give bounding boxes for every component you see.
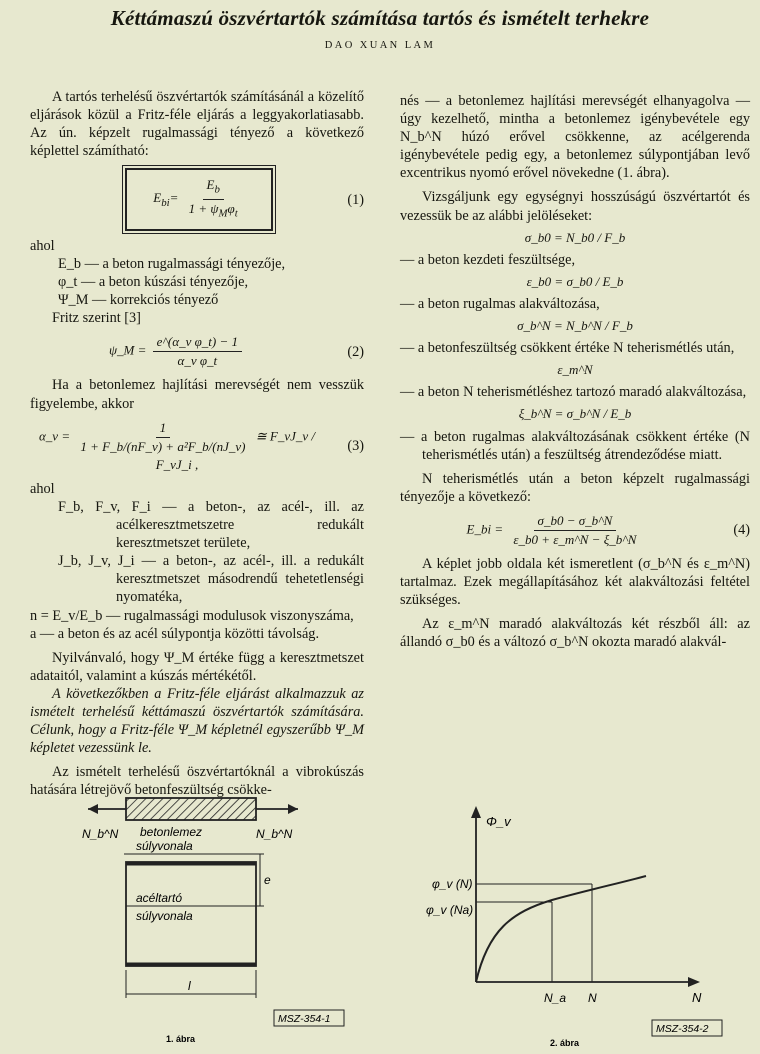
- eq1-denominator: 1 + ψ: [188, 201, 219, 217]
- y-label-phi-n: φ_v (N): [432, 877, 473, 891]
- eq3-fraction: [76, 419, 249, 456]
- desc-eps-mn: — a beton N teherismétléshez tartozó maradó alakváltozása,: [400, 384, 747, 401]
- ahol-2: ahol: [30, 480, 55, 497]
- definition-a: a — a beton és az acél súlypontja közötti távolság.: [30, 625, 320, 642]
- concrete-slab: [126, 798, 256, 820]
- eq2-lhs: ψ_M =: [108, 342, 147, 358]
- left-paragraph-5: Az ismételt terhelésű öszvértartóknál a vibrokúszás hatására létrejövő betonfeszültség csökke-: [30, 764, 364, 799]
- equation-1-number: (1): [347, 191, 364, 208]
- eq4-denominator: ε_b0 + ε_m^N − ξ_b^N: [513, 531, 637, 547]
- right-paragraph-2: Vizsgáljunk egy egységnyi hosszúságú öszvértartót és vezessük be az alábbi jelöléseket:: [400, 189, 750, 224]
- x-label-n: N: [588, 991, 597, 1005]
- x-axis-title: N: [692, 990, 702, 1005]
- right-paragraph-3: N teherismétlés után a beton képzelt rugalmassági tényezője a következő:: [400, 470, 750, 505]
- equation-xi-bn: ξ_b^N = σ_b^N / E_b: [518, 406, 632, 422]
- left-column: [30, 88, 364, 799]
- eq2-numerator: e^(α_v φ_t) − 1: [153, 333, 242, 352]
- figure-2-code: MSZ-354-2: [656, 1023, 709, 1035]
- eq1-numerator-sub: b: [214, 183, 220, 196]
- eq1-den-phi: φ: [227, 201, 235, 217]
- definition-n: n = E_v/E_b — rugalmassági modulusok viszonyszáma,: [30, 607, 354, 624]
- left-paragraph-1: A tartós terhelésű öszvértartók számításánál a közelítő eljárások közül a Fritz-féle eljárás a leggyakorlatiasabb. Az ún. képzelt rugalmassági tényező a következő képlettel számítható:: [30, 89, 364, 160]
- desc-sigma-b0: — a beton kezdeti feszültsége,: [400, 251, 576, 268]
- creep-curve: [476, 876, 646, 982]
- definition-inertia: J_b, J_v, J_i — a beton-, az acél-, ill. a redukált keresztmetszet másodrendű tehetetlenségi nyomatéka,: [58, 553, 364, 606]
- slab-label-2: súlyvonala: [136, 839, 193, 853]
- force-arrowhead-left: [88, 804, 98, 814]
- equation-3: [30, 419, 364, 474]
- definition-areas: F_b, F_v, F_i — a beton-, az acél-, ill. az acélkeresztmetszetre redukált keresztmetszet területe,: [58, 498, 364, 552]
- force-label-left: N_b^N: [82, 827, 119, 841]
- figure-2: [420, 800, 730, 1052]
- equation-4-number: (4): [733, 522, 750, 539]
- eq4-lhs: E_bi =: [466, 521, 504, 537]
- eq3-rhs: ≅ F_vJ_v / F_vJ_i ,: [155, 428, 315, 472]
- eq1-den-sub1: M: [218, 207, 228, 220]
- definition-psim: Ψ_M — korrekciós tényező: [58, 292, 219, 309]
- eq1-numerator: E: [206, 177, 215, 193]
- desc-eps-b0: — a beton rugalmas alakváltozása,: [400, 295, 600, 312]
- figure-1-caption: 1. ábra: [166, 1034, 196, 1044]
- equation-3-number: (3): [347, 438, 364, 455]
- beam-label-1: acéltartó: [136, 891, 183, 905]
- left-paragraph-3: Nyilvánvaló, hogy Ψ_M értéke függ a keresztmetszet adataitól, valamint a kúszás mértékétől.: [30, 649, 364, 684]
- left-paragraph-4: A következőkben a Fritz-féle eljárást alkalmazzuk az ismételt terhelésű kéttámaszú öszvértartók számítására. Célunk, hogy a Fritz-féle Ψ_M képletnél egyszerűbb Ψ_M képletet vezessünk le.: [30, 685, 364, 757]
- right-paragraph-5: Az ε_m^N maradó alakváltozás két részből áll: az állandó σ_b0 és a változó σ_b^N okozta maradó alakvál-: [400, 616, 750, 651]
- figure-2-caption: 2. ábra: [550, 1038, 580, 1048]
- article-title: Kéttámaszú öszvértartók számítása tartós és ismételt terhekre: [110, 6, 650, 30]
- x-axis-arrowhead: [688, 977, 700, 987]
- eq3-numerator: 1: [156, 419, 171, 438]
- definitions-2: [58, 498, 364, 607]
- definition-eb: E_b — a beton rugalmassági tényezője,: [58, 255, 286, 272]
- equation-sigma-bn: σ_b^N = N_b^N / F_b: [517, 318, 633, 334]
- definition-phit: φ_t — a beton kúszási tényezője,: [58, 273, 249, 290]
- force-label-right: N_b^N: [256, 827, 293, 841]
- eq4-numerator: σ_b0 − σ_b^N: [534, 512, 617, 531]
- y-label-phi-na: φ_v (Na): [426, 903, 474, 917]
- force-arrowhead-right: [288, 804, 298, 814]
- fritz-ref: Fritz szerint [3]: [52, 310, 141, 327]
- right-paragraph-1: nés — a betonlemez hajlítási merevségét elhanyagolva — úgy kezelhető, mintha a betonlemez igénybevétele egy N_b^N húzó erővel csökkenne, az acélgerenda igénybevétele pedig egy, a betonlemez súlypontjában levő excentrikus nyomó erővel növekedne (1. ábra).: [400, 93, 750, 182]
- eq2-fraction: [153, 333, 242, 370]
- desc-sigma-bn: — a betonfeszültség csökkent értéke N teherismétlés után,: [400, 340, 735, 357]
- equation-1: [30, 168, 364, 230]
- y-axis-arrowhead: [471, 806, 481, 818]
- eq1-fraction: [185, 176, 242, 222]
- dim-e-label: e: [264, 873, 271, 887]
- author: DAO XUAN LAM: [324, 40, 436, 51]
- equation-eps-b0: ε_b0 = σ_b0 / E_b: [526, 273, 624, 289]
- y-axis-title: Φ_v: [486, 814, 511, 829]
- x-label-na: N_a: [544, 991, 567, 1005]
- definitions-1: [58, 255, 364, 309]
- eq1-lhs-sub: bi: [161, 197, 170, 210]
- left-paragraph-2: Ha a betonlemez hajlítási merevségét nem vesszük figyelembe, akkor: [30, 377, 364, 412]
- equation-1-box: $E_{bi}=$ $\frac{E_b}{1 + \psi_M\varphi_t}$: [125, 168, 273, 230]
- beam-label-2: súlyvonala: [136, 909, 193, 923]
- eq1-den-sub2: t: [234, 207, 238, 220]
- equation-sigma-b0: σ_b0 = N_b0 / F_b: [524, 229, 626, 245]
- dim-l-label: l: [188, 979, 191, 993]
- desc-xi-bn: — a beton rugalmas alakváltozásának csökkent értéke (N teherismétlés után) a feszültség átrendeződése miatt.: [400, 428, 750, 463]
- figure-1-code: MSZ-354-1: [278, 1013, 331, 1025]
- eq2-denominator: α_v φ_t: [177, 353, 218, 369]
- figure-1: [60, 782, 380, 1052]
- slab-label-1: betonlemez: [140, 825, 203, 839]
- equation-2: [30, 333, 364, 370]
- equation-2-number: (2): [347, 343, 364, 360]
- equation-4: [400, 512, 750, 549]
- ahol-1: ahol: [30, 237, 55, 254]
- eq4-fraction: [509, 512, 640, 549]
- eq3-denominator: 1 + F_b/(nF_v) + a²F_b/(nJ_v): [80, 438, 246, 454]
- equation-eps-mn: ε_m^N: [557, 362, 593, 378]
- right-paragraph-4: A képlet jobb oldala két ismeretlent (σ_b^N és ε_m^N) tartalmaz. Ezek megállapításához két alakváltozási feltétel szükséges.: [400, 556, 750, 609]
- right-column: [400, 92, 750, 652]
- eq1-lhs: E: [153, 190, 162, 206]
- eq3-lhs: α_v =: [38, 428, 71, 444]
